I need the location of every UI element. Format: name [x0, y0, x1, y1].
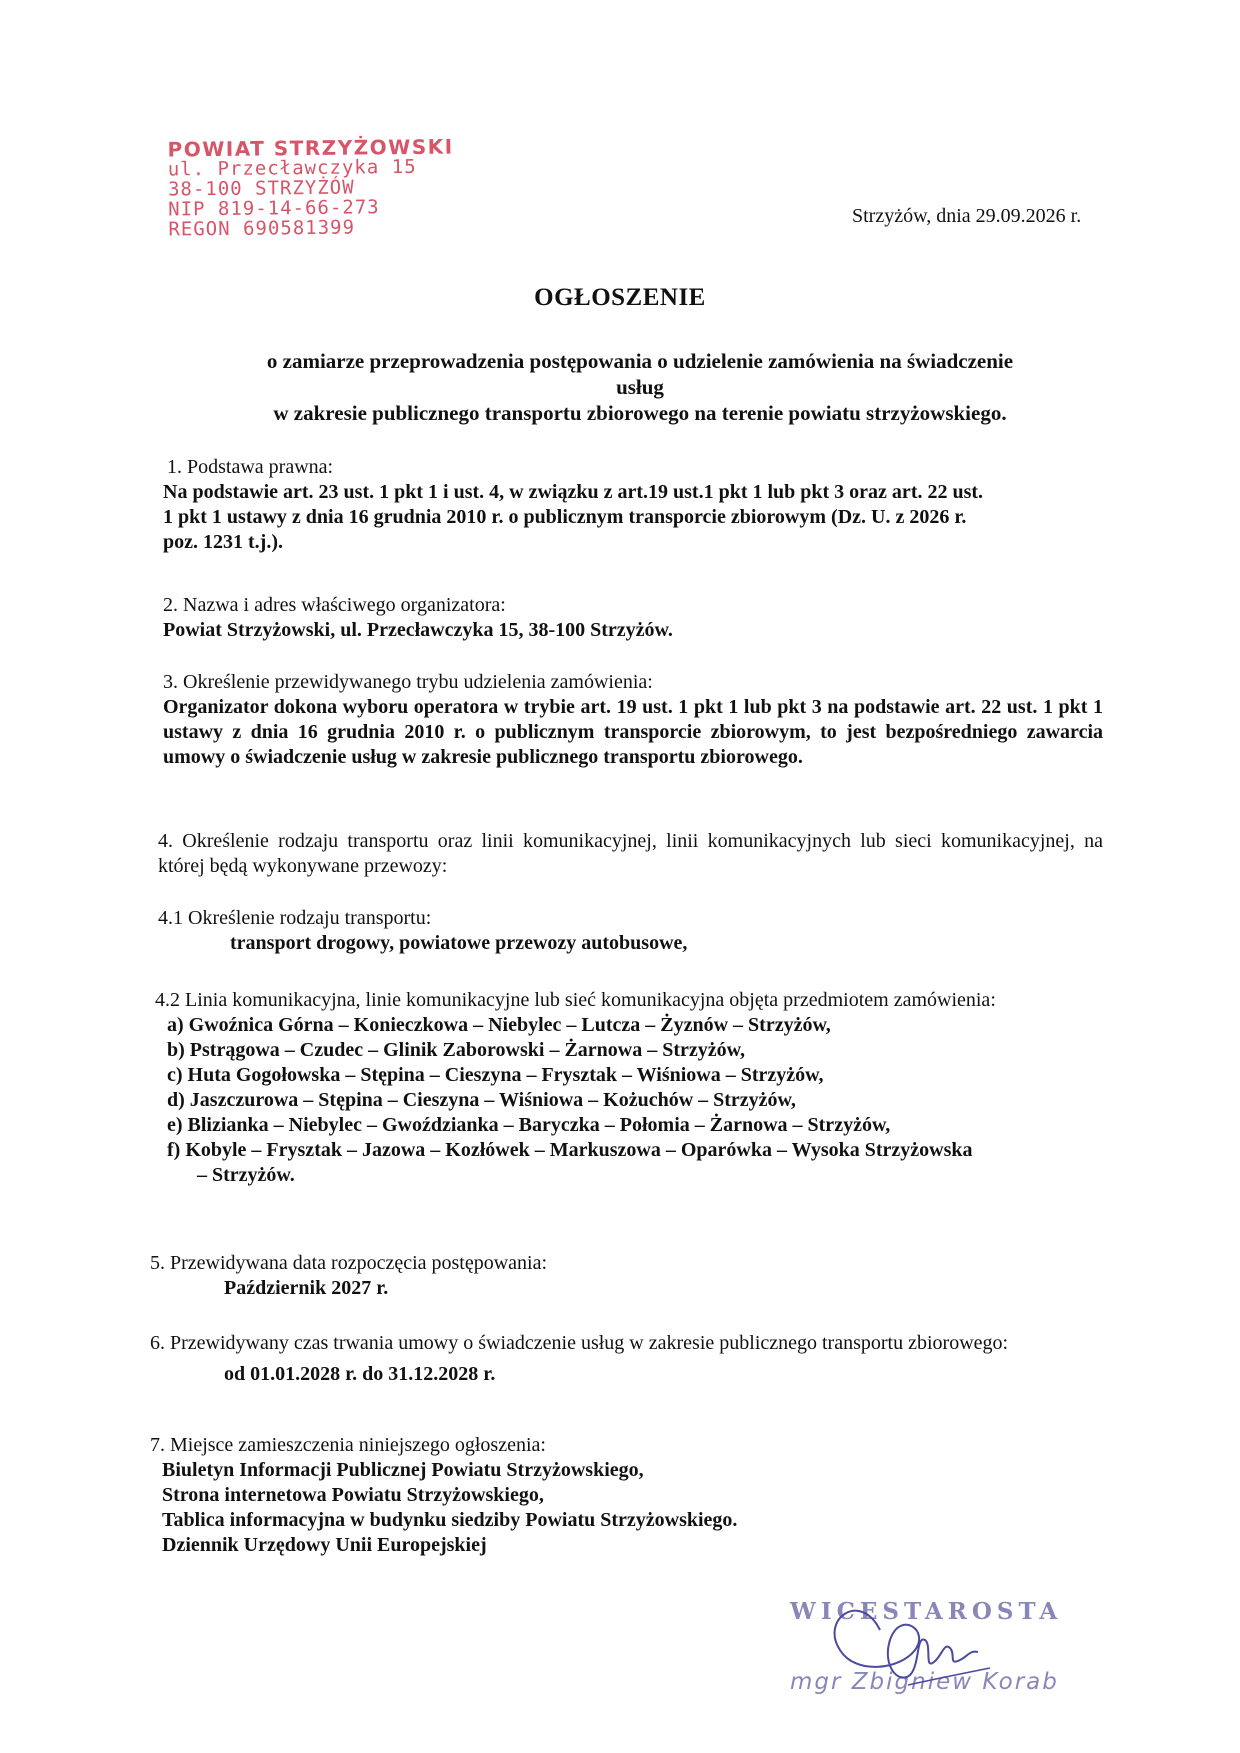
- route-item: f) Kobyle – Frysztak – Jazowa – Kozłówek – Markuszowa – Oparówka – Wysoka Strzyżowska: [167, 1139, 973, 1161]
- route-item: d) Jaszczurowa – Stępina – Cieszyna – Wiśniowa – Kożuchów – Strzyżów,: [167, 1089, 796, 1111]
- section-6: [150, 1331, 1105, 1387]
- document-subtitle: [180, 348, 1100, 426]
- stamp-line: REGON 690581399: [168, 216, 356, 241]
- signature-title: WICESTAROSTA: [790, 1598, 1063, 1625]
- section-heading: 7. Miejsce zamieszczenia niniejszego ogłoszenia:: [150, 1434, 546, 1456]
- section-value: Październik 2027 r.: [224, 1277, 389, 1299]
- route-item: e) Blizianka – Niebylec – Gwoździanka – Baryczka – Połomia – Żarnowa – Strzyżów,: [167, 1114, 891, 1136]
- stamp-line: NIP 819-14-66-273: [168, 196, 380, 221]
- stamp-line: 38-100 STRZYŻÓW: [167, 176, 355, 201]
- route-item: a) Gwoźnica Górna – Konieczkowa – Niebylec – Lutcza – Żyznów – Strzyżów,: [167, 1014, 831, 1036]
- subtitle-line: w zakresie publicznego transportu zbiorowego na terenie powiatu strzyżowskiego.: [273, 401, 1007, 425]
- document-title: OGŁOSZENIE: [534, 284, 706, 311]
- section-heading: 1. Podstawa prawna:: [167, 456, 334, 478]
- section-1: [163, 455, 1123, 555]
- section-text: 6. Przewidywany czas trwania umowy o świadczenie usług w zakresie publicznego transportu zbiorowego:: [150, 1332, 1009, 1354]
- section-heading: 5. Przewidywana data rozpoczęcia postępowania:: [150, 1252, 548, 1274]
- route-item-continuation: – Strzyżów.: [197, 1164, 295, 1186]
- stamp-line: POWIAT STRZYŻOWSKI: [167, 134, 454, 162]
- signature-stamp: [790, 1598, 1062, 1695]
- handwritten-signature: [820, 1590, 1000, 1700]
- publication-item: Dziennik Urzędowy Unii Europejskiej: [162, 1534, 487, 1556]
- section-text: poz. 1231 t.j.).: [163, 531, 283, 553]
- section-4: [158, 829, 1103, 879]
- section-4-2: [155, 988, 1103, 1188]
- subtitle-line: usług: [616, 375, 664, 399]
- section-value: transport drogowy, powiatowe przewozy autobusowe,: [230, 932, 688, 954]
- subtitle-line: o zamiarze przeprowadzenia postępowania o udzielenie zamówienia na świadczenie: [266, 349, 1014, 373]
- stamp-line: ul. Przecławczyka 15: [167, 155, 417, 181]
- section-heading: 4.2 Linia komunikacyjna, linie komunikacyjne lub sieć komunikacyjna objęta przedmiotem zamówienia:: [155, 989, 996, 1011]
- route-item: b) Pstrągowa – Czudec – Glinik Zaborowski – Żarnowa – Strzyżów,: [167, 1039, 745, 1061]
- section-7: [150, 1433, 1100, 1558]
- publication-item: Strona internetowa Powiatu Strzyżowskiego,: [162, 1484, 544, 1506]
- document-date: Strzyżów, dnia 29.09.2026 r.: [852, 205, 1082, 227]
- section-3: [163, 670, 1103, 770]
- section-5: [150, 1251, 1100, 1301]
- section-text: Na podstawie art. 23 ust. 1 pkt 1 i ust. 4, w związku z art.19 ust.1 pkt 1 lub pkt 3 oraz art. 22 ust.: [163, 481, 984, 503]
- section-text: Organizator dokona wyboru operatora w trybie art. 19 ust. 1 pkt 1 lub pkt 3 na podstawie art. 22 ust. 1 pkt 1 ustawy z dnia 16 grudnia 2010 r. o publicznym transporcie zbiorowym, to jest bezpośredniego zawarcia umowy o świadczenie usług w zakresie publicznego transportu zbiorowego.: [163, 696, 1103, 768]
- section-text: 4. Określenie rodzaju transportu oraz linii komunikacyjnej, linii komunikacyjnych lub sieci komunikacyjnej, na której będą wykonywane przewozy:: [158, 830, 1103, 877]
- section-text: 1 pkt 1 ustawy z dnia 16 grudnia 2010 r. o publicznym transporcie zbiorowym (Dz. U. z 2026 r.: [163, 506, 967, 528]
- section-4-1: [158, 906, 1103, 956]
- section-value: od 01.01.2028 r. do 31.12.2028 r.: [224, 1363, 496, 1385]
- publication-item: Tablica informacyjna w budynku siedziby Powiatu Strzyżowskiego.: [162, 1509, 738, 1531]
- route-item: c) Huta Gogołowska – Stępina – Cieszyna – Frysztak – Wiśniowa – Strzyżów,: [167, 1064, 824, 1086]
- issuer-stamp: [167, 134, 454, 241]
- publication-item: Biuletyn Informacji Publicznej Powiatu Strzyżowskiego,: [162, 1459, 644, 1481]
- section-heading: 2. Nazwa i adres właściwego organizatora:: [163, 594, 506, 616]
- signature-name: mgr Zbigniew Korab: [790, 1669, 1059, 1695]
- section-heading: 3. Określenie przewidywanego trybu udzielenia zamówienia:: [163, 671, 653, 693]
- publication-list: [150, 1458, 1100, 1558]
- route-list: [155, 1013, 1103, 1188]
- section-heading: 4.1 Określenie rodzaju transportu:: [158, 907, 432, 929]
- section-text: Powiat Strzyżowski, ul. Przecławczyka 15, 38-100 Strzyżów.: [163, 619, 673, 641]
- section-2: [163, 593, 1123, 643]
